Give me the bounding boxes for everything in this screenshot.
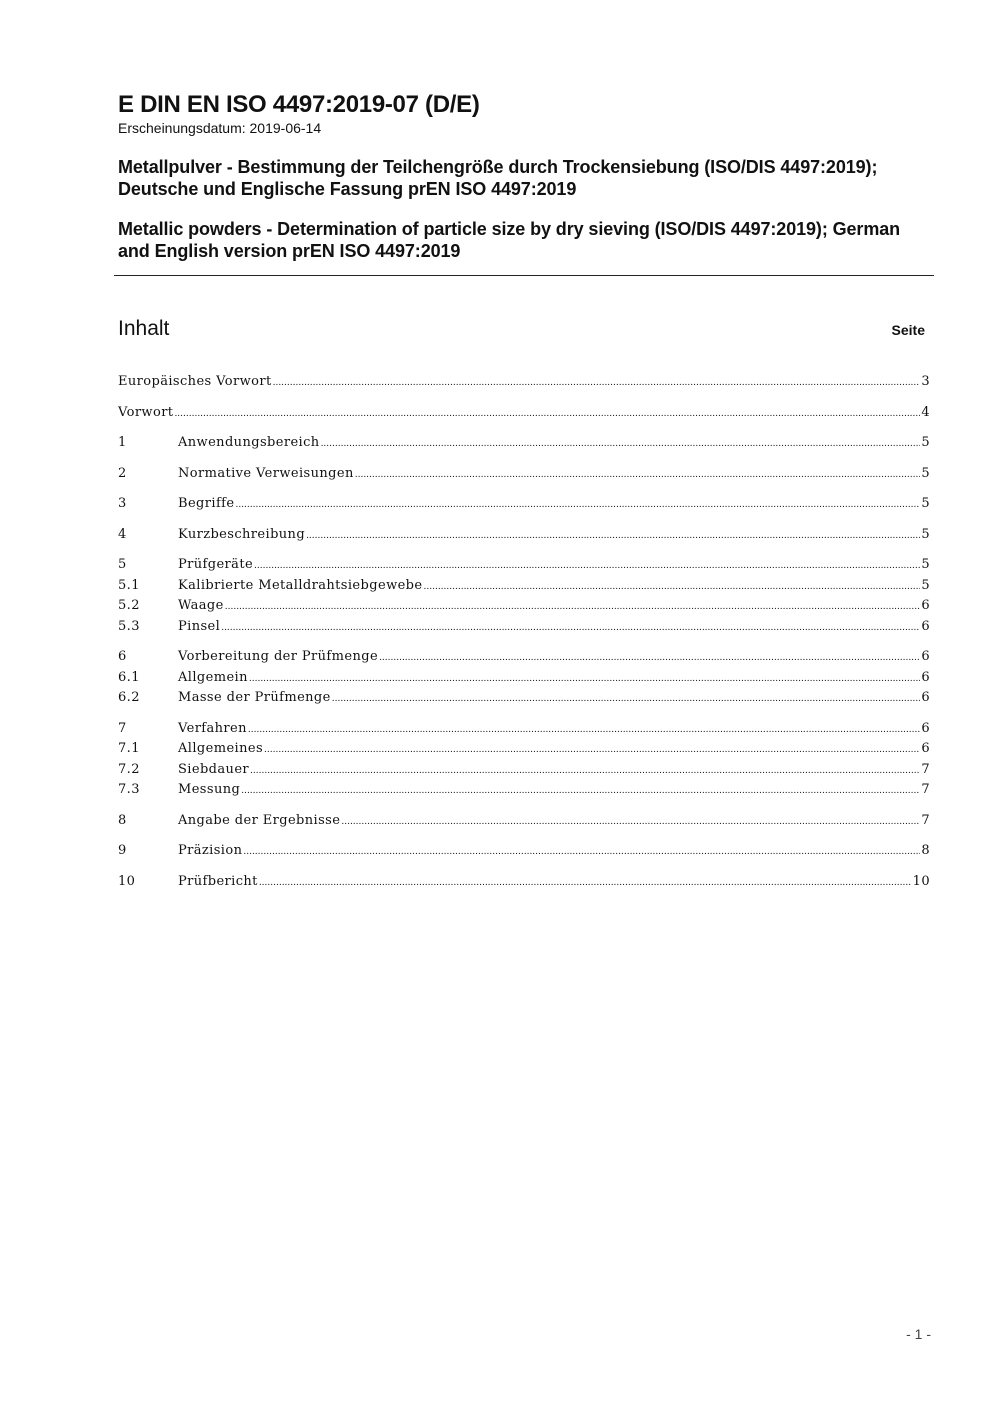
toc-entry-title: Kurzbeschreibung [178, 526, 306, 542]
toc-entry-page: 6 [921, 720, 930, 736]
toc-entry-page: 6 [921, 649, 930, 664]
toc-entry[interactable] [118, 596, 930, 617]
toc-dot-leader [174, 404, 920, 424]
toc-entry-title: Prüfgeräte [178, 557, 254, 572]
title-english: Metallic powders - Determination of particle size by dry sieving (ISO/DIS 4497:2019); German and English version prEN ISO 4497:2019 [118, 219, 901, 261]
toc-entry-number: 2 [118, 465, 127, 481]
toc-entry-page: 6 [921, 618, 930, 634]
toc-entry-number: 5.1 [118, 577, 140, 593]
title-german: Metallpulver - Bestimmung der Teilchengröße durch Trockensiebung (ISO/DIS 4497:2019); Deutsche und Englische Fassung prEN ISO 4497:2019 [118, 157, 878, 199]
toc-entry[interactable] [118, 525, 930, 546]
toc-entry-page: 10 [912, 873, 930, 889]
toc-entry-title: Pinsel [178, 618, 221, 634]
toc-entry-title: Messung [178, 782, 241, 797]
toc-entry[interactable] [118, 841, 930, 862]
toc-entry-page: 5 [921, 465, 930, 481]
toc-entry-title: Verfahren [178, 720, 247, 736]
toc-entry-title: Siebdauer [178, 761, 250, 777]
toc-entry-page: 6 [921, 690, 930, 705]
toc-entry[interactable] [118, 464, 930, 485]
toc-heading: Inhalt [118, 317, 170, 340]
toc-entry-number: 7.2 [118, 761, 140, 777]
toc-entry-number: 8 [118, 812, 127, 828]
toc-dot-leader [321, 434, 921, 454]
toc-entry-number: 7.3 [118, 782, 140, 797]
toc-entry-number: 6.1 [118, 669, 140, 685]
table-of-contents [118, 372, 930, 892]
toc-dot-leader [241, 781, 920, 801]
toc-entry[interactable] [118, 688, 930, 709]
toc-entry[interactable] [118, 760, 930, 781]
toc-entry-number: 1 [118, 435, 127, 450]
toc-entry-number: 5 [118, 557, 127, 572]
toc-entry-title: Allgemein [178, 669, 248, 685]
toc-entry-number: 3 [118, 496, 127, 511]
toc-entry-page: 4 [921, 404, 930, 420]
toc-entry-title: Begriffe [178, 496, 235, 511]
toc-entry-page: 6 [921, 741, 930, 756]
toc-dot-leader [225, 597, 921, 617]
toc-entry-page: 3 [921, 374, 930, 389]
toc-entry-title: Masse der Prüfmenge [178, 690, 331, 705]
toc-entry-page: 5 [921, 577, 930, 593]
toc-entry-page: 8 [921, 843, 930, 858]
toc-dot-leader [235, 495, 920, 515]
toc-entry-page: 6 [921, 669, 930, 685]
toc-dot-leader [221, 618, 920, 638]
toc-entry-number: 5.2 [118, 598, 140, 613]
toc-page-column-heading: Seite [891, 322, 925, 338]
toc-dot-leader [341, 812, 920, 832]
toc-entry-number: 10 [118, 873, 136, 889]
document-header [118, 91, 934, 262]
toc-dot-leader [250, 761, 920, 781]
toc-entry[interactable] [118, 811, 930, 832]
toc-entry[interactable] [118, 372, 930, 393]
toc-dot-leader [259, 873, 912, 893]
toc-entry-number: 6.2 [118, 690, 140, 705]
toc-dot-leader [355, 465, 921, 485]
toc-entry-title: Allgemeines [178, 741, 264, 756]
toc-entry-number: 9 [118, 843, 127, 858]
toc-entry-page: 5 [921, 526, 930, 542]
toc-entry-page: 5 [921, 557, 930, 572]
toc-entry[interactable] [118, 433, 930, 454]
toc-entry[interactable] [118, 403, 930, 424]
toc-entry[interactable] [118, 576, 930, 597]
toc-entry[interactable] [118, 555, 930, 576]
toc-entry[interactable] [118, 647, 930, 668]
toc-dot-leader [306, 526, 920, 546]
toc-entry[interactable] [118, 739, 930, 760]
toc-entry-number: 7 [118, 720, 127, 736]
toc-entry[interactable] [118, 617, 930, 638]
toc-dot-leader [332, 689, 921, 709]
toc-dot-leader [264, 740, 920, 760]
toc-entry-title: Vorwort [118, 404, 174, 420]
toc-entry-number: 5.3 [118, 618, 140, 634]
toc-entry-page: 7 [921, 782, 930, 797]
toc-entry-number: 6 [118, 649, 127, 664]
toc-dot-leader [243, 842, 920, 862]
toc-dot-leader [424, 577, 921, 597]
document-id: E DIN EN ISO 4497:2019-07 (D/E) [118, 91, 480, 118]
toc-entry-title: Angabe der Ergebnisse [178, 812, 341, 828]
toc-dot-leader [248, 720, 920, 740]
toc-entry-page: 5 [921, 435, 930, 450]
toc-dot-leader [254, 556, 920, 576]
toc-dot-leader [379, 648, 920, 668]
publication-date: Erscheinungsdatum: 2019-06-14 [118, 120, 322, 136]
toc-entry-number: 7.1 [118, 741, 140, 756]
toc-entry-page: 5 [921, 496, 930, 511]
toc-entry-title: Prüfbericht [178, 873, 258, 889]
toc-entry-title: Kalibrierte Metalldrahtsiebgewebe [178, 577, 423, 593]
toc-entry[interactable] [118, 780, 930, 801]
toc-entry-page: 6 [921, 598, 930, 613]
toc-entry-page: 7 [921, 761, 930, 777]
toc-entry[interactable] [118, 719, 930, 740]
toc-entry[interactable] [118, 668, 930, 689]
page-number: - 1 - [906, 1326, 931, 1342]
toc-entry-title: Anwendungsbereich [178, 435, 320, 450]
toc-entry-title: Normative Verweisungen [178, 465, 354, 481]
toc-dot-leader [273, 373, 921, 393]
toc-entry[interactable] [118, 872, 930, 893]
toc-entry-number: 4 [118, 526, 127, 542]
toc-entry-title: Europäisches Vorwort [118, 374, 272, 389]
toc-entry-title: Waage [178, 598, 224, 613]
toc-dot-leader [249, 669, 920, 689]
toc-entry-title: Vorbereitung der Prüfmenge [178, 649, 379, 664]
header-divider [114, 275, 934, 276]
toc-entry[interactable] [118, 494, 930, 515]
toc-entry-title: Präzision [178, 843, 243, 858]
toc-entry-page: 7 [921, 812, 930, 828]
